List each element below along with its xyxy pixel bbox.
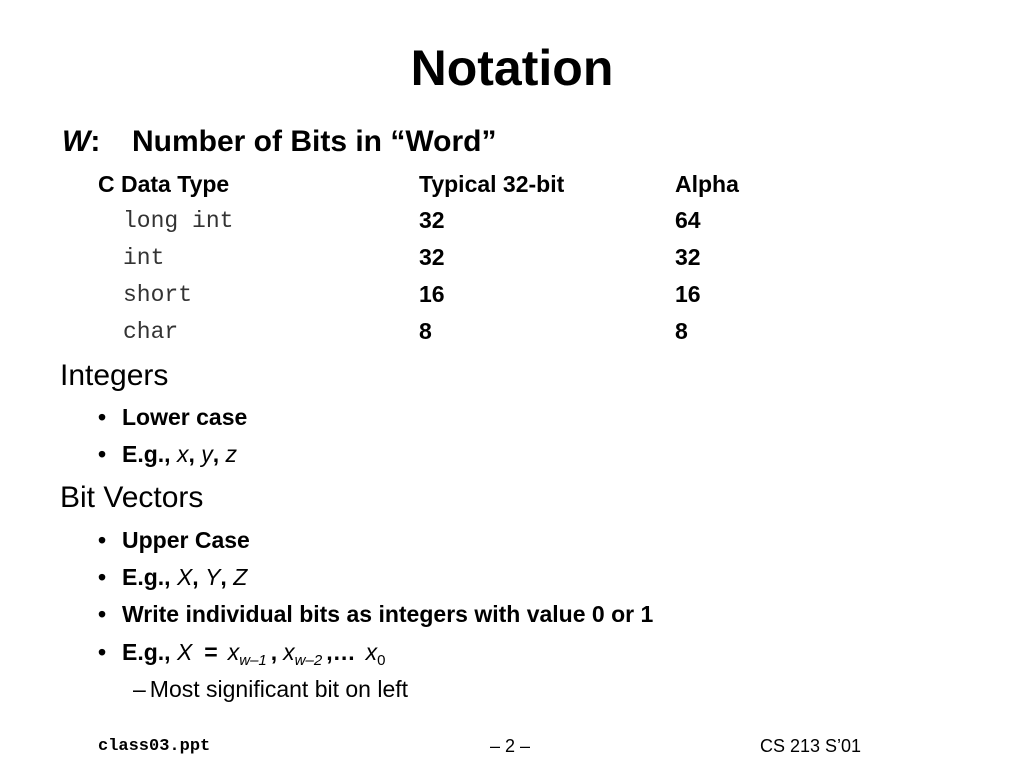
- bullet: •: [98, 601, 107, 627]
- table-cell-typical: 16: [419, 281, 445, 307]
- bullet-prefix: E.g.,: [122, 564, 177, 590]
- sub-item-text: Most significant bit on left: [149, 676, 409, 702]
- table-cell-type: long int: [123, 208, 234, 234]
- list-item: [98, 600, 653, 628]
- w-heading: [62, 124, 100, 160]
- slide-title: Notation: [410, 40, 614, 96]
- math-var: x: [365, 639, 378, 665]
- math-var: X: [176, 564, 193, 590]
- bullet: •: [98, 527, 107, 553]
- subscript: 0: [377, 652, 386, 669]
- bullet-text: Upper Case: [122, 527, 250, 553]
- table-cell-alpha: 64: [675, 207, 701, 233]
- dash-bullet: –: [133, 676, 146, 702]
- math-var: z: [225, 441, 238, 467]
- bullet: •: [98, 404, 107, 430]
- footer-course: CS 213 S’01: [760, 736, 862, 756]
- separator: ,: [188, 441, 202, 467]
- list-item: [98, 403, 247, 431]
- w-heading-text: Number of Bits in “Word”: [132, 125, 497, 158]
- math-var: x: [176, 441, 189, 467]
- subscript: w–2: [294, 652, 323, 669]
- list-item: [98, 638, 385, 675]
- bullet: •: [98, 441, 107, 467]
- separator: ,: [220, 564, 234, 590]
- w-colon: :: [90, 125, 101, 158]
- math-var: x: [227, 639, 240, 665]
- list-item: [98, 563, 247, 591]
- bit-vectors-heading: Bit Vectors: [60, 481, 204, 514]
- math-var: Y: [205, 564, 221, 590]
- math-var: Z: [233, 564, 248, 590]
- footer-page-number: – 2 –: [490, 736, 531, 756]
- bullet-text: Write individual bits as integers with value 0 or 1: [122, 601, 654, 627]
- bullet: •: [98, 564, 107, 590]
- footer-filename: class03.ppt: [98, 737, 211, 756]
- integers-heading: Integers: [60, 359, 169, 392]
- separator: ,: [212, 441, 226, 467]
- separator: ,: [192, 564, 206, 590]
- bullet-prefix: E.g.,: [122, 441, 177, 467]
- table-cell-typical: 8: [419, 318, 432, 344]
- subscript: w–1: [239, 652, 267, 669]
- table-cell-type: char: [123, 319, 179, 345]
- ellipsis: ,…: [326, 639, 356, 665]
- list-item: [98, 526, 250, 554]
- col-header-type: C Data Type: [98, 171, 230, 197]
- col-header-alpha: Alpha: [675, 171, 739, 197]
- math-var: y: [201, 441, 213, 467]
- math-var: X: [176, 639, 193, 665]
- sub-list-item: [133, 675, 408, 703]
- table-cell-alpha: 8: [675, 318, 688, 344]
- math-var: x: [283, 639, 295, 665]
- bullet: •: [98, 639, 107, 665]
- table-cell-alpha: 16: [675, 281, 701, 307]
- table-cell-typical: 32: [419, 207, 445, 233]
- table-cell-alpha: 32: [675, 244, 701, 270]
- equals-sign: =: [204, 639, 218, 665]
- col-header-typical: Typical 32-bit: [419, 171, 565, 197]
- table-cell-type: short: [123, 282, 193, 308]
- table-cell-typical: 32: [419, 244, 445, 270]
- list-item: [98, 440, 237, 468]
- bullet-text: Lower case: [122, 404, 248, 430]
- w-var: W: [62, 125, 91, 158]
- separator: ,: [270, 639, 278, 665]
- table-cell-type: int: [123, 245, 165, 271]
- bullet-prefix: E.g.,: [122, 639, 177, 665]
